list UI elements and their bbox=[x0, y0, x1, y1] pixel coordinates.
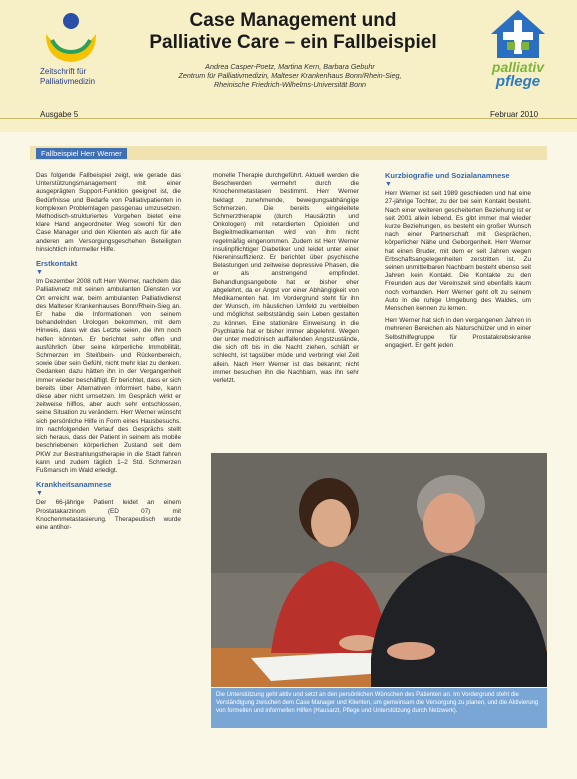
arrow-down-icon: ▼ bbox=[36, 269, 43, 277]
intro-paragraph: Das folgende Fallbeispiel zeigt, wie gerade das Unterstützungsmanagement mit einer ausgeprägten Support-Funktion geeignet ist, die Bedürfnisse und Bedarfe von Palliativpatienten in komplexen Problemlagen passgenau umzusetzen. Methodisch-strukturiertes Vorgehen bietet eine klare Hand angeordneter Weg sowohl für den Case Manager und den Klienten als auch für alle anderen am Versorgungsgeschehen Beteiligten hinsichtlich informeller Hilfe. bbox=[36, 172, 181, 253]
heading-kurzbiografie: Kurzbiografie und Sozialanamnese bbox=[385, 171, 510, 180]
body-paragraph: Der 66-jährige Patient leidet an einem Prostatakarzinom (ED 07) mit Knochenmetastasierung. Therapeutisch wurde eine antihor- bbox=[36, 499, 181, 531]
text-column-3 bbox=[385, 172, 531, 354]
text-column-2 bbox=[213, 172, 359, 389]
article-title-line: Palliative Care – ein Fallbeispiel bbox=[149, 32, 437, 53]
journal-name bbox=[40, 67, 110, 87]
arrow-down-icon: ▼ bbox=[385, 181, 392, 189]
photo-consultation bbox=[211, 453, 547, 687]
body-paragraph: monelle Therapie durchgeführt. Aktuell werden die Beschwerden vermehrt durch die Knochenmetastasen bestimmt. Herr Werner beklagt zunehmende, bewegungsabhängige Schmerzen. Die bereits eingeleitete Schmerztherapie (durch Hausärztin und Onkologen) mit retardierten Opioiden und Begleitmedikamenten wird von ihm nicht regelmäßig eingenommen. Zudem ist Herr Werner insulinpflichtiger Diabetiker und leidet unter einer Niereninsuffizienz. Er berichtet über psychische Belastungen und zeitweise depressive Phasen, die er als anstrengend empfindet. Behandlungsangebote hat er bisher eher abgelehnt, da er Angst vor einer Abhängigkeit von Medikamenten hat. Im Vordergrund steht für ihn der Wunsch, im häuslichen Umfeld zu verbleiben und möglichst selbstständig sein Leben gestalten zu können. Eine stationäre Einweisung in die Psychiatrie hat er bisher immer abgelehnt. Wegen der unter medizinisch auffallenden Angstzustände, die sich oft bis in die Nacht ziehen, schläft er schlecht, ist tagsüber müde und verbringt viel Zeit allein. Nach Herr Werner ist das bekannt; nicht immer besuchen ihn die Nachbarn, was ihn sehr verletzt. bbox=[213, 172, 359, 385]
body-paragraph: Im Dezember 2008 ruft Herr Werner, nachdem das Palliativnetz mit seinen ambulanten Diensten vor Ort erreicht war, beim ambulanten Palliativdienst des Malteser Krankenhauses Bonn/Rhein-Sieg an. Er habe die Informationen von seinem behandelnden Urologen bekommen, mit dem Hinweis, dass wir das Letzte seien, die ihm noch helfen könnten. Er berichtet sehr offen und ausführlich über seine körperliche Immobilität, Schmerzen im Steißbein- und Rückenbereich, sowie über sein Gefühl, nicht mehr klar zu denken. Gedanken dazu hätten ihn in der Vergangenheit immer wieder beschäftigt. Er berichtet, dass er sich bereits über Alternativen informiert habe, kann diese aber nicht umsetzen. Im Gespräch wirkt er zeitweise hilflos, aber auch sehr entschlossen, seine Situation zu verändern. Herr Werner wünscht sich persönliche Hilfe in Form eines Hausbesuchs. Im nachfolgenden Verlauf des Gesprächs stellt sich heraus, dass der Patient in seinem als mobile beschriebenen körperlichen Zustand seit dem PKW zur Bestrahlungstherapie in die Stadt fahren kann und zudem täglich 1–2 Std. Schmerzen Fußmarsch im Wald erledigt. bbox=[36, 278, 181, 474]
text-column-1 bbox=[36, 172, 181, 536]
photo-caption: Die Unterstützung geht aktiv und setzt an den persönlichen Wünschen des Patienten an. Im Vordergrund steht die Verständigung zwischen dem Case Manager und Klienten, um gemeinsam die Versorgung zu planen, und die Aktivierung von formellen und informellen Hilfen (Hausarzt, Pflege und Unterstützung durch Netzwerk). bbox=[211, 688, 547, 728]
article-title bbox=[148, 10, 438, 54]
body-paragraph: Herr Werner hat sich in den vergangenen Jahren in mehreren Bereichen als Naturschützer und in einer Selbsthilfegruppe für Prostatakrebskranke engagiert. Er geht jeden bbox=[385, 317, 531, 349]
heading-krankheitsanamnese: Krankheitsanamnese bbox=[36, 480, 112, 490]
section-tag: Fallbeispiel Herr Werner bbox=[36, 148, 127, 159]
wordmark-line: pflege bbox=[495, 73, 541, 90]
journal-logo-icon bbox=[40, 10, 102, 68]
authors-block bbox=[160, 62, 420, 89]
palliativ-pflege-logo-icon bbox=[487, 8, 549, 60]
issue-number: Ausgabe 5 bbox=[40, 110, 79, 119]
affiliation-line: Rheinische Friedrich-Wilhelms-Universität Bonn bbox=[213, 80, 367, 89]
heading-erstkontakt: Erstkontakt bbox=[36, 259, 78, 269]
issue-date: Februar 2010 bbox=[490, 110, 539, 119]
arrow-down-icon: ▼ bbox=[36, 490, 43, 498]
wordmark-line: palliativ bbox=[491, 59, 545, 75]
affiliation-line: Zentrum für Palliativmedizin, Malteser Krankenhaus Bonn/Rhein-Sieg, bbox=[178, 71, 402, 80]
journal-name-line: Palliativmedizin bbox=[40, 77, 96, 86]
body-paragraph: Herr Werner ist seit 1989 geschieden und hat eine 27-jährige Tochter, zu der bei sein Kontakt besteht. Nach einer weiteren gescheiterten Beziehung ist er seit 2001 allein lebend. Es gibt immer mal wieder kurze Beziehungen, es besteht ein großer Wunsch nach einer Partnerschaft mit Gesprächen, körperlicher Nähe und Geborgenheit. Herr Werner hat einen Bruder, mit dem er seit Jahren wegen Erbschaftsangelegenheiten zerstritten ist. Zu seinen unmittelbaren Nachbarn besteht ebenso seit Jahren kein Kontakt. Die Kontakte zu den Freunden aus der Vereinszeit sind ebenfalls kaum noch vorhanden. Herr Werner geht oft zu seinem Auto in die ruhige Umgebung des Waldes, um Menschen kennen zu lernen. bbox=[385, 190, 532, 313]
palliativ-pflege-wordmark bbox=[483, 60, 553, 89]
article-title-line: Case Management und bbox=[189, 10, 397, 31]
authors-line: Andrea Casper-Poetz, Martina Kern, Barbara Gebuhr bbox=[205, 62, 375, 71]
journal-name-line: Zeitschrift für bbox=[40, 67, 87, 76]
